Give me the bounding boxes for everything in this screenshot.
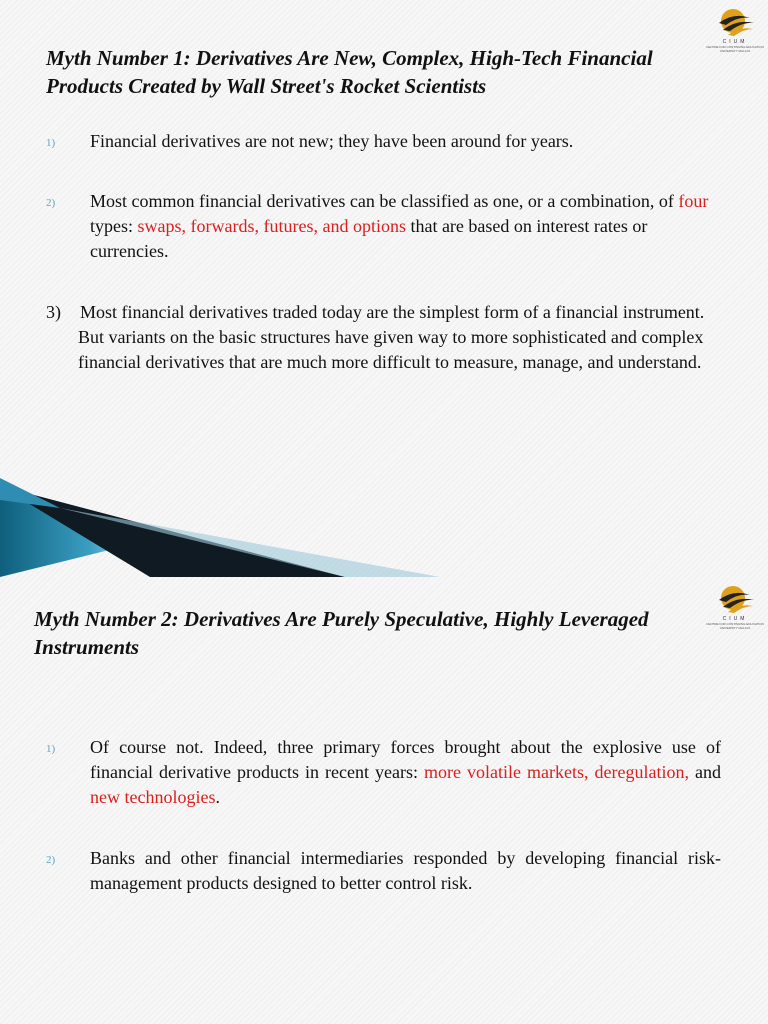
- cium-logo-icon: [714, 8, 756, 38]
- slide-title: Myth Number 2: Derivatives Are Purely Speculative, Highly Leveraged Instruments: [34, 607, 649, 659]
- logo-subtitle: CENTRE FOR CONTINUING EDUCATION UNIVERSITY MALAYA: [706, 622, 764, 630]
- logo-abbreviation: CIUM: [722, 39, 748, 45]
- list-item-2: Banks and other financial intermediaries responded by developing financial risk-management products designed to better control risk.: [90, 848, 721, 893]
- logo-subtitle: CENTRE FOR CONTINUING EDUCATION UNIVERSITY MALAYA: [706, 45, 764, 53]
- item-number: 3): [46, 302, 61, 322]
- decorative-swoosh: [0, 478, 460, 577]
- list-item-3: Most financial derivatives traded today are the simplest form of a financial instrument. But variants on the basic structures have given way to more sophisticated and complex financial derivatives that are much more difficult to measure, manage, and understand.: [78, 302, 705, 372]
- cium-logo-icon: [714, 585, 756, 615]
- item-text: types:: [90, 216, 138, 236]
- item-number: 2): [46, 854, 56, 866]
- item-text: and: [688, 762, 721, 782]
- list-item-2: [90, 189, 720, 264]
- slide-2: [0, 577, 768, 1024]
- list-item-1: Financial derivatives are not new; they have been around for years.: [90, 131, 574, 151]
- item-text: Of course not. Indeed, three primary forces brought about the explosive use of financial derivative products in recent years:: [90, 737, 721, 782]
- item-number: 2): [46, 197, 56, 209]
- highlight-text: four: [678, 191, 709, 211]
- highlight-text: more volatile markets, deregulation,: [423, 762, 689, 782]
- item-text: that are based on interest rates or currencies.: [90, 216, 648, 261]
- item-text: Most common financial derivatives can be classified as one, or a combination, of: [90, 191, 679, 211]
- highlight-text: new technologies: [90, 787, 216, 807]
- highlight-text: swaps, forwards, futures, and options: [137, 216, 406, 236]
- item-number: 1): [46, 743, 56, 755]
- cium-logo: [706, 585, 764, 629]
- item-number: 1): [46, 137, 56, 149]
- logo-abbreviation: CIUM: [722, 616, 748, 622]
- cium-logo: [706, 8, 764, 52]
- slide-title: Myth Number 1: Derivatives Are New, Complex, High-Tech Financial Products Created by Wall Street's Rocket Scientists: [46, 46, 653, 98]
- item-text: .: [215, 787, 220, 807]
- list-item-1: [90, 735, 721, 810]
